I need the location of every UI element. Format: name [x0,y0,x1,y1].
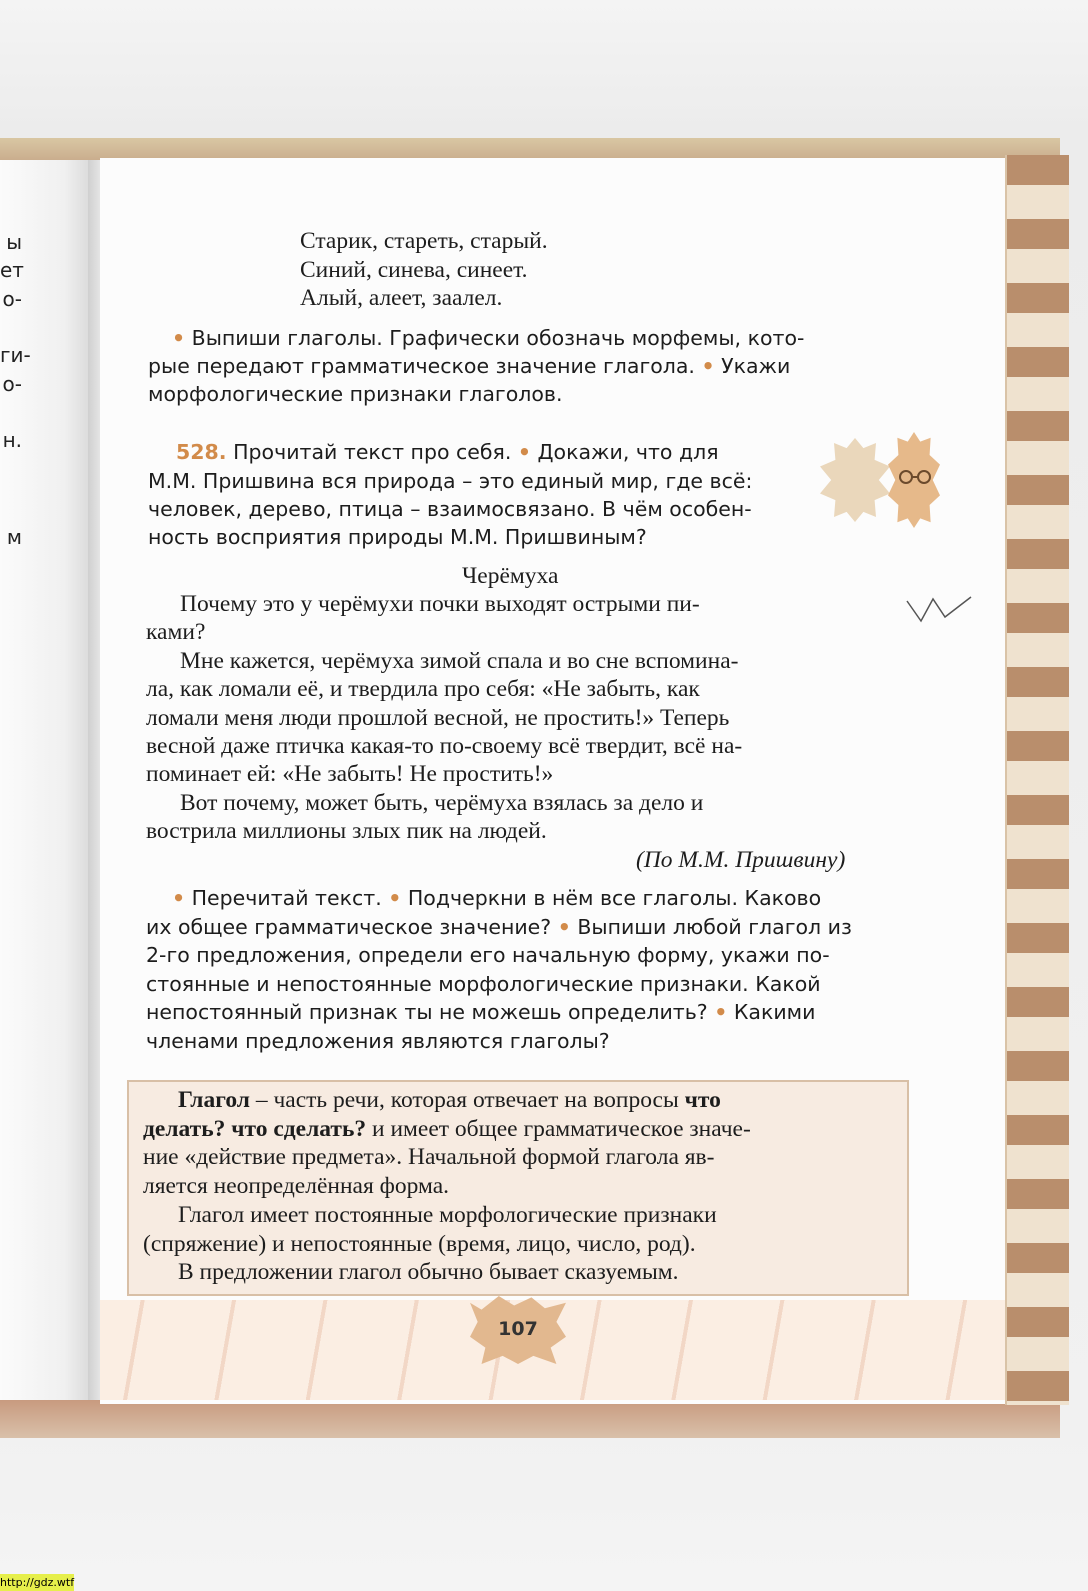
glasses-icon [898,470,932,484]
word-list-line: Старик, стареть, старый. [300,228,548,254]
task-line [146,1000,815,1024]
task-bullet: • [714,1000,728,1024]
exercise-text: Прочитай текст про себя. [233,440,518,464]
page-number: 107 [498,1318,538,1340]
story-line: Почему это у черёмухи почки выходят острыми пи- [180,591,700,617]
rule-line: (спряжение) и непостоянные (время, лицо, число, род). [143,1231,696,1257]
rule-line [178,1087,721,1114]
task-line [146,915,852,939]
story-line: ками? [146,619,206,645]
task-line [148,354,790,378]
task-bullet: • [701,354,715,378]
exercise-number: 528. [176,440,227,464]
task-text: рые передают грамматическое значение глагола. [148,354,702,378]
rule-line: Глагол имеет постоянные морфологические признаки [178,1202,717,1228]
left-page-fragment: ет [0,258,24,282]
task-text: Какими [727,1000,816,1024]
story-source: (По М.М. Пришвину) [636,847,846,873]
left-page-fragment: о- [2,372,22,396]
story-line: вострила миллионы злых пик на людей. [146,818,547,844]
book-cover-bottom-edge [0,1400,1060,1438]
rule-term: делать? что сделать? [143,1116,367,1142]
rule-line [143,1116,751,1143]
task-line [172,326,804,350]
story-line: ломали меня люди прошлой весной, не простить!» Теперь [146,705,730,731]
task-bullet: • [172,326,186,350]
rule-text: – часть речи, которая отвечает на вопросы [249,1087,685,1113]
task-text: Перечитай текст. [185,886,389,910]
rule-line: ние «действие предмета». Начальной формой глагола яв- [143,1144,715,1170]
rule-text: и имеет общее грамматическое значе- [366,1116,751,1142]
task-text: Выпиши глаголы. Графически обозначь морфемы, кото- [191,326,805,350]
story-line: поминает ей: «Не забыть! Не простить!» [146,761,554,787]
exercise-line: М.М. Пришвина вся природа – это единый мир, где всё: [148,469,753,493]
task-line [172,886,821,910]
exercise-text: Докажи, что для [531,440,719,464]
task-line: стоянные и непостоянные морфологические признаки. Какой [146,972,821,996]
task-text: Подчеркни в нём все глаголы. Каково [401,886,822,910]
task-text: их общее грамматическое значение? [146,915,558,939]
left-page-fragment: о- [2,287,22,311]
task-bullet: • [388,886,402,910]
task-text: Выпиши любой глагол из [570,915,852,939]
task-text: Укажи [714,354,791,378]
word-list-line: Алый, алеет, заалел. [300,285,503,311]
task-line: 2-го предложения, определи его начальную форму, укажи по- [146,943,830,967]
left-page-fragment: ги- [0,343,31,367]
left-page-fragment: м [6,525,22,549]
story-line: Вот почему, может быть, черёмуха взялась за дело и [180,790,704,816]
exercise-line: ность восприятия природы М.М. Пришвиным? [148,525,647,549]
left-page-fragment: ы [6,230,22,254]
rule-line: ляется неопределённая форма. [143,1173,450,1199]
task-text: непостоянный признак ты не можешь определить? [146,1000,715,1024]
word-list-line: Синий, синева, синеет. [300,257,528,283]
story-line: весной даже птичка какая-то по-своему всё твердит, всё на- [146,733,743,759]
task-line: морфологические признаки глаголов. [148,382,563,406]
rule-term: что [684,1087,721,1113]
watermark-label: http://gdz.wtf [0,1576,75,1589]
task-bullet: • [557,915,571,939]
rule-line: В предложении глагол обычно бывает сказуемым. [178,1259,679,1285]
task-bullet: • [172,886,186,910]
pencil-checkmark [905,595,975,625]
exercise-bullet: • [517,440,532,464]
page-stack-edge [1005,155,1069,1405]
rule-term: Глагол [178,1087,250,1113]
exercise-line: человек, дерево, птица – взаимосвязано. В чём особен- [148,497,752,521]
left-page-fragment: н. [2,428,22,452]
exercise-heading [176,440,719,464]
task-line: членами предложения являются глаголы? [146,1029,610,1053]
story-title: Черёмуха [462,563,559,589]
story-line: ла, как ломали её, и твердила про себя: «Не забыть, как [146,676,700,702]
story-line: Мне кажется, черёмуха зимой спала и во сне вспомина- [180,648,739,674]
